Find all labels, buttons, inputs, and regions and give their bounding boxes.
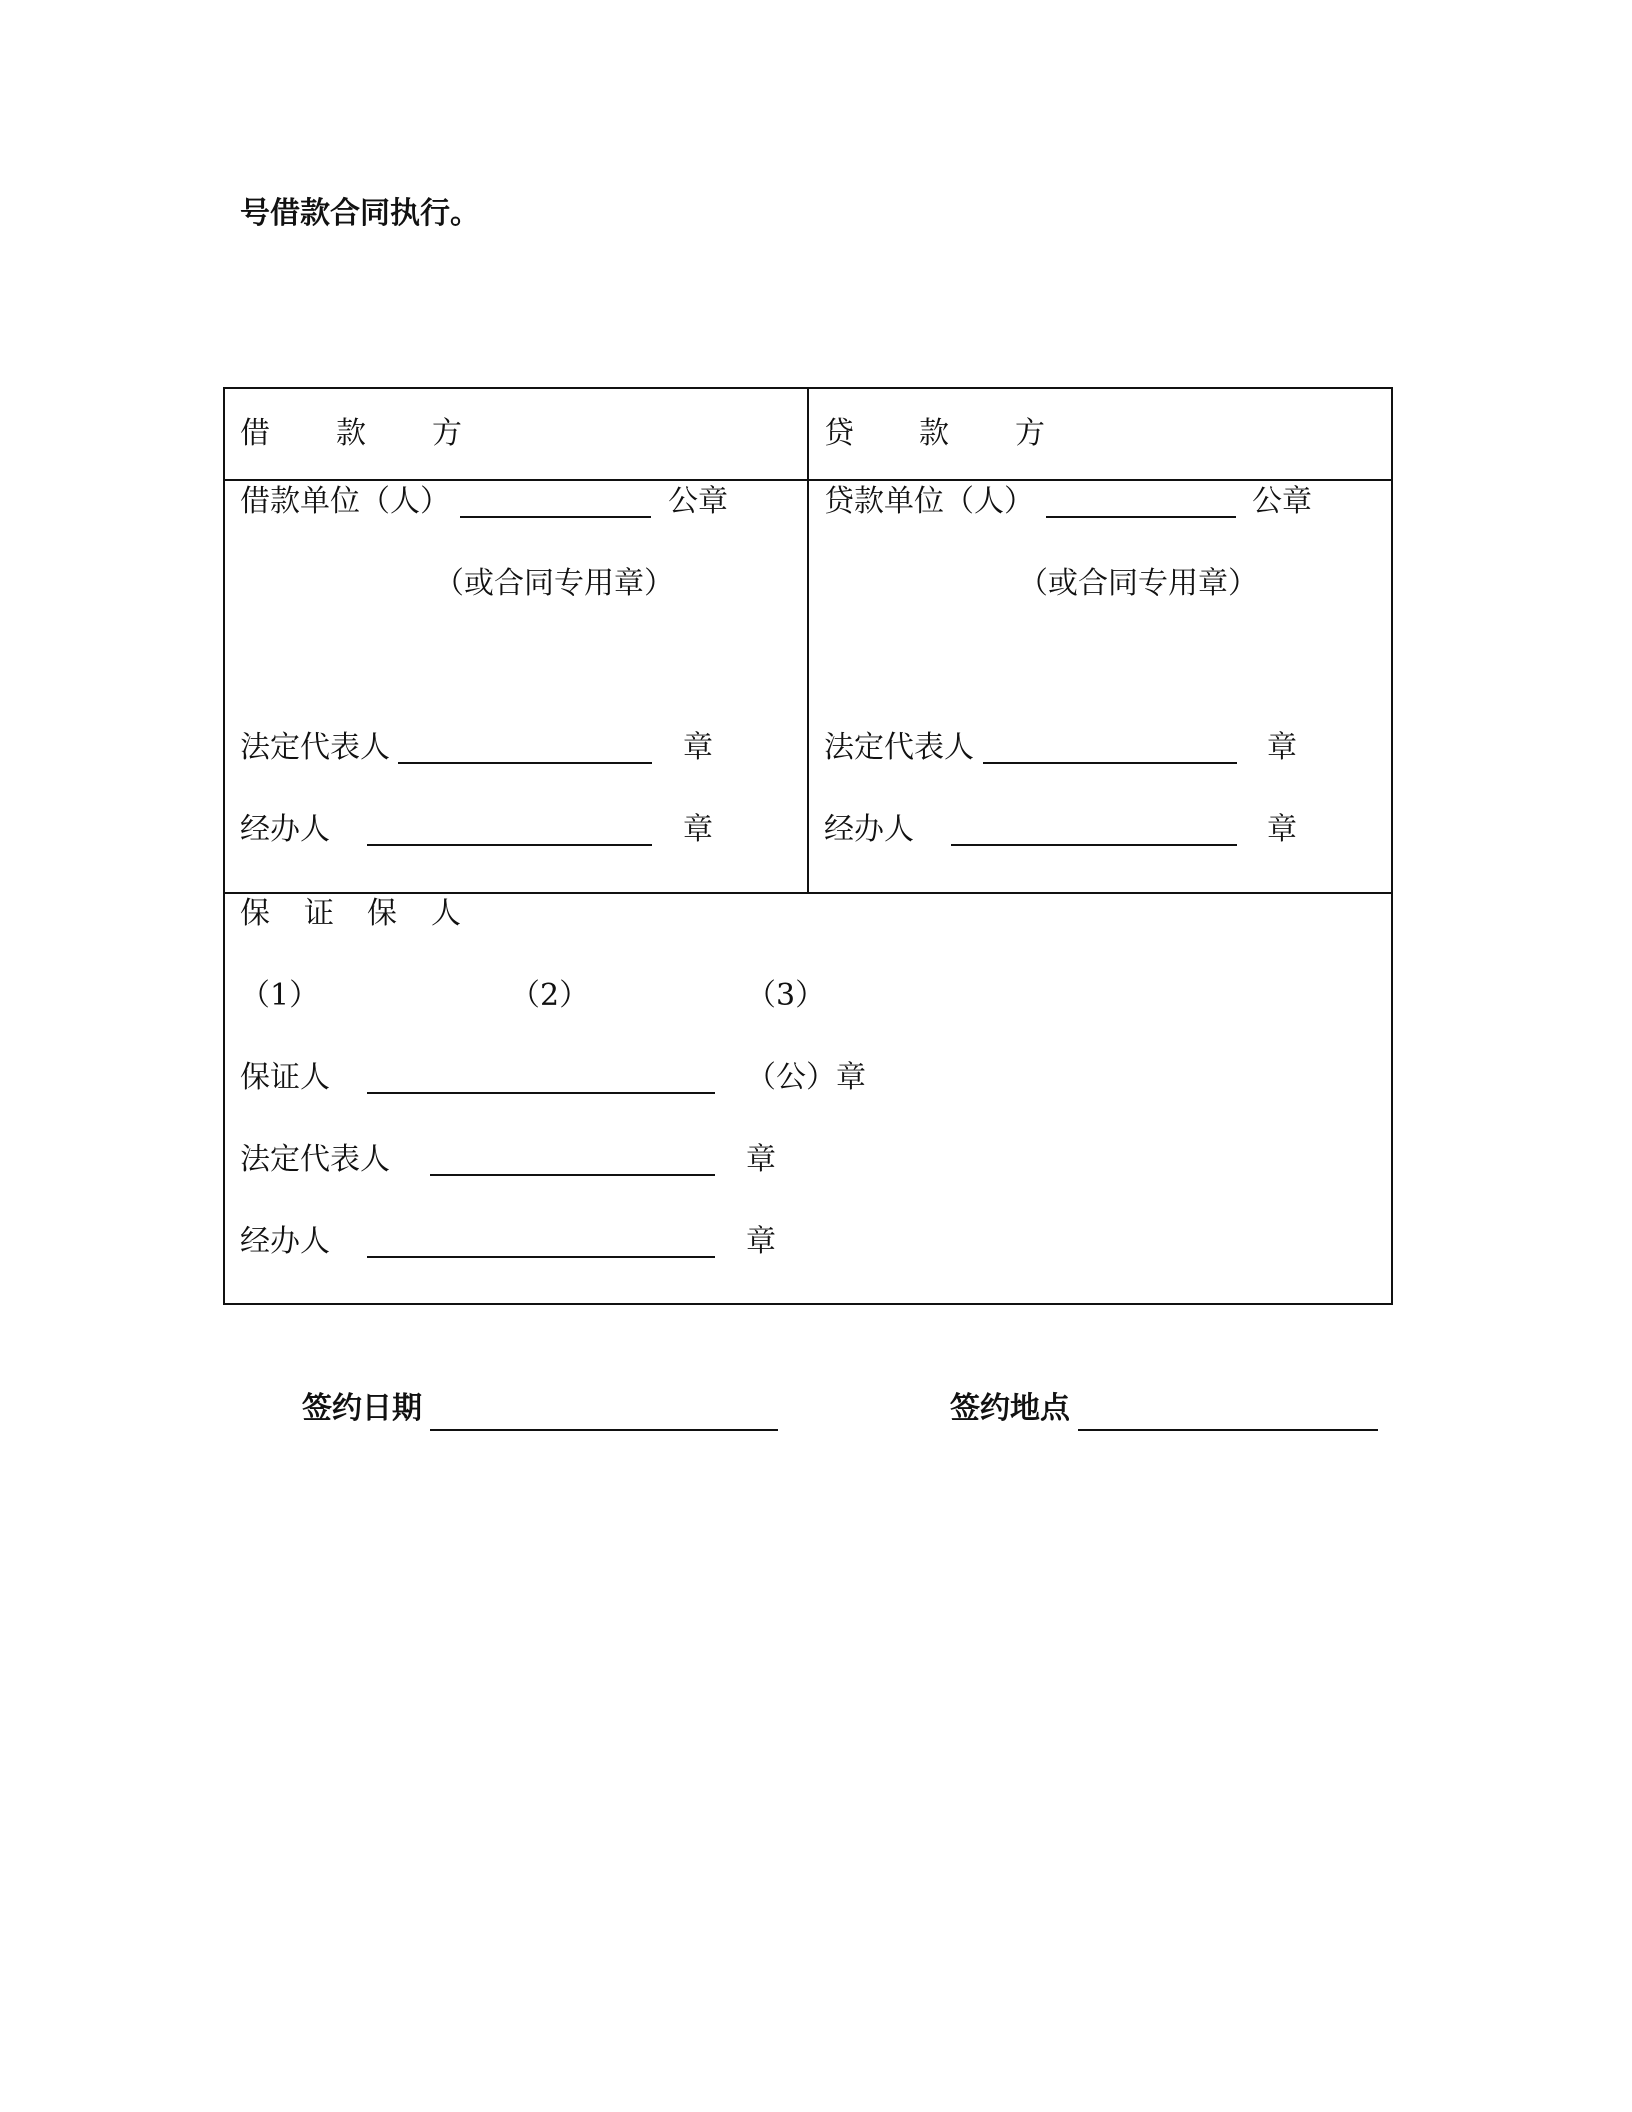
guarantor-legal-rep-label: 法定代表人: [240, 1142, 390, 1177]
sign-place-blank[interactable]: [1078, 1429, 1378, 1431]
borrower-header-char-3: 方: [432, 416, 462, 451]
table-left-border: [223, 387, 225, 1305]
table-bottom-border: [223, 1303, 1393, 1305]
lender-agent-label: 经办人: [824, 812, 914, 847]
guarantor-legal-rep-seal: 章: [746, 1142, 776, 1177]
borrower-contract-seal-note: （或合同专用章）: [434, 566, 674, 601]
borrower-agent-blank[interactable]: [367, 844, 652, 846]
borrower-header-char-1: 借: [240, 416, 270, 451]
lender-agent-blank[interactable]: [951, 844, 1237, 846]
lender-legal-rep-blank[interactable]: [983, 762, 1237, 764]
guarantor-number-2: （2）: [510, 978, 590, 1013]
borrower-legal-rep-blank[interactable]: [398, 762, 652, 764]
guarantor-header-char-2: 证: [304, 896, 334, 931]
borrower-unit-label: 借款单位（人）: [240, 484, 450, 519]
guarantor-seal: （公）章: [746, 1060, 866, 1095]
guarantor-agent-label: 经办人: [240, 1224, 330, 1259]
lender-legal-rep-seal: 章: [1267, 730, 1297, 765]
table-right-border: [1391, 387, 1393, 1305]
lender-legal-rep-label: 法定代表人: [824, 730, 974, 765]
guarantor-number-1: （1）: [240, 978, 320, 1013]
guarantor-agent-blank[interactable]: [367, 1256, 715, 1258]
guarantor-blank[interactable]: [367, 1092, 715, 1094]
borrower-unit-seal: 公章: [668, 484, 728, 519]
guarantor-header-char-4: 人: [431, 896, 461, 931]
lender-unit-seal: 公章: [1252, 484, 1312, 519]
guarantor-header-char-1: 保: [240, 896, 270, 931]
intro-text: 号借款合同执行。: [240, 196, 480, 231]
borrower-agent-label: 经办人: [240, 812, 330, 847]
lender-header-char-3: 方: [1015, 416, 1045, 451]
borrower-unit-blank[interactable]: [460, 516, 651, 518]
borrower-legal-rep-label: 法定代表人: [240, 730, 390, 765]
borrower-header-char-2: 款: [336, 416, 366, 451]
guarantor-label: 保证人: [240, 1060, 330, 1095]
guarantor-legal-rep-blank[interactable]: [430, 1174, 715, 1176]
lender-header-char-1: 贷: [824, 416, 854, 451]
lender-agent-seal: 章: [1267, 812, 1297, 847]
lender-unit-label: 贷款单位（人）: [824, 484, 1034, 519]
lender-unit-blank[interactable]: [1046, 516, 1236, 518]
lender-contract-seal-note: （或合同专用章）: [1018, 566, 1258, 601]
borrower-legal-rep-seal: 章: [683, 730, 713, 765]
guarantor-agent-seal: 章: [746, 1224, 776, 1259]
sign-date-blank[interactable]: [430, 1429, 778, 1431]
lender-header-char-2: 款: [919, 416, 949, 451]
guarantor-number-3: （3）: [746, 978, 826, 1013]
borrower-agent-seal: 章: [683, 812, 713, 847]
sign-date-label: 签约日期: [302, 1391, 422, 1426]
guarantor-header-char-3: 保: [367, 896, 397, 931]
table-center-divider: [807, 387, 809, 894]
sign-place-label: 签约地点: [950, 1391, 1070, 1426]
